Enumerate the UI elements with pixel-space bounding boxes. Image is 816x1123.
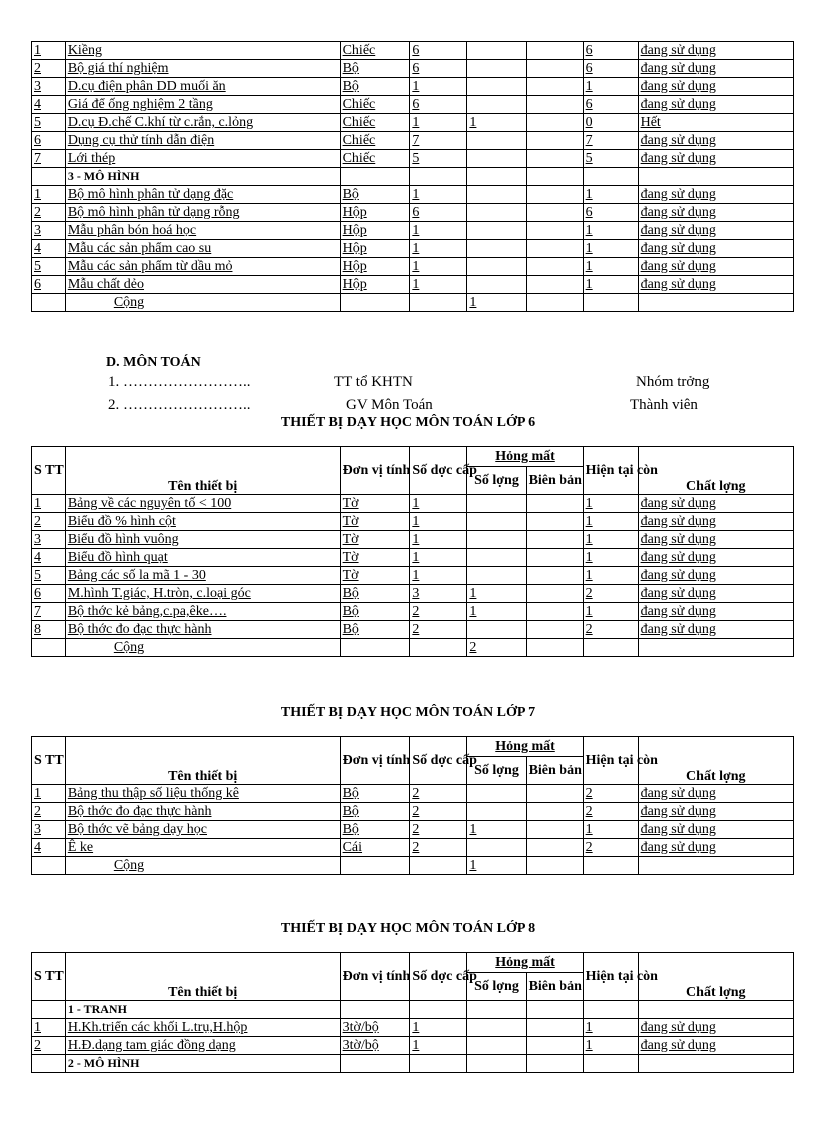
cell-remain: 1 — [583, 567, 638, 585]
cell-qty — [467, 132, 526, 150]
cell-unit: Bộ — [340, 60, 410, 78]
header-received: Số dợc cấp — [410, 447, 467, 495]
cell-stt: 1 — [32, 42, 66, 60]
cell-received: 6 — [410, 204, 467, 222]
cell-quality: đang sử dụng — [638, 240, 793, 258]
cell-qty — [467, 96, 526, 114]
cell-received: 2 — [410, 821, 467, 839]
table-row — [32, 785, 794, 803]
table-row — [32, 150, 794, 168]
table-grade-7 — [31, 736, 794, 875]
cell-stt: 5 — [32, 114, 66, 132]
cell-qty — [467, 240, 526, 258]
cell-received: 1 — [410, 1037, 467, 1055]
cell-name: Giá để ống nghiệm 2 tầng — [65, 96, 340, 114]
cell-remain: 6 — [583, 42, 638, 60]
cell-name: M.hình T.giác, H.tròn, c.loại góc — [65, 585, 340, 603]
cell-name: Biểu đồ % hình cột — [65, 513, 340, 531]
cell-remain: 1 — [583, 513, 638, 531]
cell-stt: 6 — [32, 132, 66, 150]
cell-received: 1 — [410, 567, 467, 585]
cell-received: 1 — [410, 531, 467, 549]
header-quality: Chất lợng — [638, 447, 793, 495]
cell-remain: 1 — [583, 186, 638, 204]
cell-remain: 1 — [583, 222, 638, 240]
cell-record — [526, 495, 583, 513]
cell-qty — [467, 839, 526, 857]
cell-quality: đang sử dụng — [638, 1037, 793, 1055]
cell-unit: Hộp — [340, 240, 410, 258]
cell-name: Bảng các số la mã 1 - 30 — [65, 567, 340, 585]
header-record: Biên bản — [526, 467, 583, 495]
cell-quality: đang sử dụng — [638, 1019, 793, 1037]
cell-stt: 4 — [32, 96, 66, 114]
cell-quality: đang sử dụng — [638, 258, 793, 276]
cell-qty — [467, 1019, 526, 1037]
section-heading: D. MÔN TOÁN — [106, 355, 201, 370]
header-name: Tên thiết bị — [65, 737, 340, 785]
header-quality: Chất lợng — [638, 953, 793, 1001]
cell-qty — [467, 150, 526, 168]
cell-stt: 4 — [32, 240, 66, 258]
cell-unit: Bộ — [340, 585, 410, 603]
cell-qty — [467, 222, 526, 240]
cell-stt: 3 — [32, 222, 66, 240]
cell-unit: Bộ — [340, 821, 410, 839]
cell-remain: 2 — [583, 839, 638, 857]
section-label: 1 - TRANH — [65, 1001, 340, 1019]
cell-received: 2 — [410, 603, 467, 621]
cell-received: 2 — [410, 803, 467, 821]
cell-record — [526, 803, 583, 821]
cell-unit: Cái — [340, 839, 410, 857]
cell-unit: Bộ — [340, 78, 410, 96]
header-stt: S TT — [32, 447, 66, 495]
total-qty: 2 — [467, 639, 526, 657]
cell-received: 1 — [410, 1019, 467, 1037]
cell-unit: Hộp — [340, 204, 410, 222]
cell-qty — [467, 42, 526, 60]
cell-quality: đang sử dụng — [638, 821, 793, 839]
cell-stt: 2 — [32, 803, 66, 821]
cell-name: Mẫu các sản phẩm cao su — [65, 240, 340, 258]
section-label: 3 - MÔ HÌNH — [65, 168, 340, 186]
cell-remain: 1 — [583, 240, 638, 258]
cell-record — [526, 114, 583, 132]
cell-remain: 1 — [583, 603, 638, 621]
cell-record — [526, 567, 583, 585]
cell-remain: 1 — [583, 549, 638, 567]
cell-record — [526, 839, 583, 857]
cell-unit: 3tờ/bộ — [340, 1037, 410, 1055]
cell-stt: 4 — [32, 549, 66, 567]
signer-2: 2. …………………….. — [108, 397, 251, 413]
table6-title: THIẾT BỊ DẠY HỌC MÔN TOÁN LỚP 6 — [280, 415, 536, 430]
cell-received: 1 — [410, 549, 467, 567]
cell-qty — [467, 276, 526, 294]
header-stt: S TT — [32, 953, 66, 1001]
header-quality: Chất lợng — [638, 737, 793, 785]
cell-unit: Bộ — [340, 621, 410, 639]
cell-stt: 1 — [32, 785, 66, 803]
cell-received: 7 — [410, 132, 467, 150]
cell-record — [526, 150, 583, 168]
total-row — [32, 639, 794, 657]
cell-qty — [467, 513, 526, 531]
cell-quality: đang sử dụng — [638, 78, 793, 96]
cell-stt: 3 — [32, 821, 66, 839]
cell-quality: đang sử dụng — [638, 603, 793, 621]
cell-received: 1 — [410, 276, 467, 294]
cell-unit: Hộp — [340, 222, 410, 240]
table8-title: THIẾT BỊ DẠY HỌC MÔN TOÁN LỚP 8 — [280, 921, 536, 936]
cell-qty — [467, 531, 526, 549]
cell-received: 1 — [410, 78, 467, 96]
header-qty: Số lợng — [467, 973, 526, 1001]
total-row — [32, 857, 794, 875]
cell-remain: 1 — [583, 1037, 638, 1055]
cell-quality: đang sử dụng — [638, 60, 793, 78]
cell-stt: 4 — [32, 839, 66, 857]
cell-unit: Hộp — [340, 276, 410, 294]
signer-2-role: GV Môn Toán — [346, 397, 433, 413]
cell-name: D.cụ Đ.chế C.khí từ c.rắn, c.lỏng — [65, 114, 340, 132]
cell-name: Ê ke — [65, 839, 340, 857]
cell-received: 1 — [410, 240, 467, 258]
section-row — [32, 1055, 794, 1073]
header-received: Số dợc cấp — [410, 953, 467, 1001]
cell-record — [526, 549, 583, 567]
cell-unit: Chiếc — [340, 150, 410, 168]
table-row — [32, 513, 794, 531]
table-row — [32, 186, 794, 204]
cell-remain: 5 — [583, 150, 638, 168]
cell-qty: 1 — [467, 585, 526, 603]
cell-record — [526, 60, 583, 78]
cell-remain: 1 — [583, 1019, 638, 1037]
header-damaged: Hỏng mất — [467, 953, 583, 973]
cell-remain: 6 — [583, 60, 638, 78]
header-name: Tên thiết bị — [65, 953, 340, 1001]
cell-record — [526, 42, 583, 60]
cell-record — [526, 276, 583, 294]
cell-remain: 2 — [583, 803, 638, 821]
cell-quality: đang sử dụng — [638, 803, 793, 821]
header-stt: S TT — [32, 737, 66, 785]
cell-quality: đang sử dụng — [638, 204, 793, 222]
signer-1-title: Nhóm trởng — [636, 374, 710, 390]
cell-qty: 1 — [467, 603, 526, 621]
header-damaged: Hỏng mất — [467, 737, 583, 757]
cell-record — [526, 78, 583, 96]
cell-unit: 3tờ/bộ — [340, 1019, 410, 1037]
table-grade-6 — [31, 446, 794, 657]
cell-record — [526, 240, 583, 258]
cell-received: 1 — [410, 114, 467, 132]
cell-unit: Chiếc — [340, 132, 410, 150]
cell-stt: 3 — [32, 531, 66, 549]
cell-unit: Bộ — [340, 785, 410, 803]
equipment-table-top — [31, 41, 794, 312]
cell-unit: Bộ — [340, 186, 410, 204]
cell-remain: 6 — [583, 204, 638, 222]
table-row — [32, 585, 794, 603]
cell-record — [526, 186, 583, 204]
table-row — [32, 132, 794, 150]
cell-quality: đang sử dụng — [638, 621, 793, 639]
cell-received: 3 — [410, 585, 467, 603]
cell-unit: Chiếc — [340, 114, 410, 132]
table-row — [32, 531, 794, 549]
cell-record — [526, 1037, 583, 1055]
cell-name: Biểu đồ hình vuông — [65, 531, 340, 549]
cell-name: Bộ thớc đo đạc thực hành — [65, 803, 340, 821]
cell-record — [526, 513, 583, 531]
cell-received: 6 — [410, 96, 467, 114]
cell-name: Bộ thớc đo đạc thực hành — [65, 621, 340, 639]
cell-quality: đang sử dụng — [638, 222, 793, 240]
table7-title: THIẾT BỊ DẠY HỌC MÔN TOÁN LỚP 7 — [280, 705, 536, 720]
table-row — [32, 276, 794, 294]
signer-2-title: Thành viên — [630, 397, 698, 413]
cell-unit: Bộ — [340, 803, 410, 821]
cell-quality: đang sử dụng — [638, 585, 793, 603]
cell-name: Lới thép — [65, 150, 340, 168]
cell-remain: 1 — [583, 821, 638, 839]
cell-qty — [467, 803, 526, 821]
cell-stt: 1 — [32, 1019, 66, 1037]
cell-stt: 2 — [32, 60, 66, 78]
cell-quality: đang sử dụng — [638, 186, 793, 204]
cell-quality: đang sử dụng — [638, 839, 793, 857]
cell-qty — [467, 204, 526, 222]
cell-record — [526, 258, 583, 276]
cell-quality: đang sử dụng — [638, 513, 793, 531]
cell-stt: 8 — [32, 621, 66, 639]
header-qty: Số lợng — [467, 757, 526, 785]
table-row — [32, 1037, 794, 1055]
cell-qty — [467, 621, 526, 639]
cell-name: Bảng thu thập số liệu thống kê — [65, 785, 340, 803]
cell-qty: 1 — [467, 114, 526, 132]
cell-remain: 1 — [583, 531, 638, 549]
cell-name: Bộ mô hình phân tử dạng đặc — [65, 186, 340, 204]
table-row — [32, 495, 794, 513]
cell-stt: 1 — [32, 495, 66, 513]
table-row — [32, 240, 794, 258]
cell-name: Mẫu các sản phẩm từ dầu mỏ — [65, 258, 340, 276]
table-row — [32, 96, 794, 114]
cell-qty — [467, 78, 526, 96]
header-name: Tên thiết bị — [65, 447, 340, 495]
cell-stt: 2 — [32, 204, 66, 222]
cell-name: Bộ giá thí nghiệm — [65, 60, 340, 78]
header-damaged: Hỏng mất — [467, 447, 583, 467]
table-row — [32, 839, 794, 857]
cell-received: 1 — [410, 258, 467, 276]
table-row — [32, 42, 794, 60]
cell-name: Bảng về các nguyên tố < 100 — [65, 495, 340, 513]
cell-quality: đang sử dụng — [638, 531, 793, 549]
cell-name: Mẫu chất dẻo — [65, 276, 340, 294]
table-row — [32, 821, 794, 839]
cell-qty — [467, 1037, 526, 1055]
cell-remain: 1 — [583, 78, 638, 96]
cell-quality: đang sử dụng — [638, 549, 793, 567]
cell-unit: Chiếc — [340, 42, 410, 60]
header-qty: Số lợng — [467, 467, 526, 495]
header-unit: Đơn vị tính — [340, 737, 410, 785]
cell-unit: Chiếc — [340, 96, 410, 114]
cell-quality: Hết — [638, 114, 793, 132]
section-row — [32, 1001, 794, 1019]
cell-record — [526, 531, 583, 549]
cell-stt: 6 — [32, 585, 66, 603]
cell-quality: đang sử dụng — [638, 495, 793, 513]
cell-name: D.cụ điện phân DD muối ăn — [65, 78, 340, 96]
total-label: Cộng — [65, 294, 340, 312]
cell-remain: 2 — [583, 621, 638, 639]
cell-qty — [467, 549, 526, 567]
cell-stt: 7 — [32, 150, 66, 168]
cell-remain: 7 — [583, 132, 638, 150]
cell-name: H.Đ.dạng tam giác đồng dạng — [65, 1037, 340, 1055]
table-row — [32, 78, 794, 96]
header-received: Số dợc cấp — [410, 737, 467, 785]
cell-received: 1 — [410, 222, 467, 240]
cell-qty — [467, 258, 526, 276]
cell-received: 1 — [410, 513, 467, 531]
total-label: Cộng — [65, 639, 340, 657]
cell-name: Biểu đồ hình quạt — [65, 549, 340, 567]
cell-name: Bộ thớc kẻ bảng,c.pa,êke…. — [65, 603, 340, 621]
cell-remain: 6 — [583, 96, 638, 114]
cell-received: 1 — [410, 495, 467, 513]
cell-unit: Tờ — [340, 567, 410, 585]
cell-unit: Tờ — [340, 513, 410, 531]
cell-record — [526, 222, 583, 240]
cell-unit: Tờ — [340, 549, 410, 567]
cell-qty — [467, 186, 526, 204]
total-label: Cộng — [65, 857, 340, 875]
table-row — [32, 1019, 794, 1037]
cell-received: 2 — [410, 621, 467, 639]
cell-record — [526, 603, 583, 621]
cell-stt: 5 — [32, 567, 66, 585]
total-qty: 1 — [467, 294, 526, 312]
cell-unit: Bộ — [340, 603, 410, 621]
cell-quality: đang sử dụng — [638, 150, 793, 168]
cell-unit: Tờ — [340, 495, 410, 513]
table-row — [32, 258, 794, 276]
table-row — [32, 603, 794, 621]
table-grade-8 — [31, 952, 794, 1073]
table-row — [32, 621, 794, 639]
cell-qty — [467, 785, 526, 803]
cell-qty: 1 — [467, 821, 526, 839]
cell-received: 6 — [410, 42, 467, 60]
total-row — [32, 294, 794, 312]
signer-1: 1. …………………….. — [108, 374, 251, 390]
cell-stt: 3 — [32, 78, 66, 96]
header-remain: Hiện tại còn — [583, 737, 638, 785]
cell-unit: Tờ — [340, 531, 410, 549]
header-unit: Đơn vị tính — [340, 447, 410, 495]
cell-quality: đang sử dụng — [638, 132, 793, 150]
header-record: Biên bản — [526, 757, 583, 785]
header-record: Biên bản — [526, 973, 583, 1001]
table-row — [32, 60, 794, 78]
table-row — [32, 549, 794, 567]
cell-record — [526, 585, 583, 603]
table-row — [32, 114, 794, 132]
table-row — [32, 204, 794, 222]
cell-stt: 7 — [32, 603, 66, 621]
cell-quality: đang sử dụng — [638, 567, 793, 585]
cell-name: Bộ thớc vẽ bảng dạy học — [65, 821, 340, 839]
header-remain: Hiện tại còn — [583, 447, 638, 495]
cell-quality: đang sử dụng — [638, 785, 793, 803]
cell-record — [526, 621, 583, 639]
table-row — [32, 567, 794, 585]
cell-quality: đang sử dụng — [638, 42, 793, 60]
cell-stt: 2 — [32, 513, 66, 531]
cell-record — [526, 96, 583, 114]
section-row — [32, 168, 794, 186]
cell-received: 5 — [410, 150, 467, 168]
cell-name: Dụng cụ thử tính dẫn điện — [65, 132, 340, 150]
cell-name: H.Kh.triển các khối L.trụ,H.hộp — [65, 1019, 340, 1037]
cell-name: Bộ mô hình phân tử dạng rỗng — [65, 204, 340, 222]
table-row — [32, 803, 794, 821]
cell-quality: đang sử dụng — [638, 276, 793, 294]
cell-qty — [467, 60, 526, 78]
cell-received: 2 — [410, 839, 467, 857]
cell-qty — [467, 495, 526, 513]
cell-remain: 2 — [583, 585, 638, 603]
total-qty: 1 — [467, 857, 526, 875]
cell-stt: 2 — [32, 1037, 66, 1055]
cell-name: Kiềng — [65, 42, 340, 60]
cell-record — [526, 821, 583, 839]
cell-stt: 6 — [32, 276, 66, 294]
header-unit: Đơn vị tính — [340, 953, 410, 1001]
cell-remain: 1 — [583, 258, 638, 276]
cell-stt: 5 — [32, 258, 66, 276]
table-row — [32, 222, 794, 240]
cell-received: 6 — [410, 60, 467, 78]
cell-unit: Hộp — [340, 258, 410, 276]
cell-name: Mẫu phân bón hoá học — [65, 222, 340, 240]
header-remain: Hiện tại còn — [583, 953, 638, 1001]
cell-quality: đang sử dụng — [638, 96, 793, 114]
cell-remain: 0 — [583, 114, 638, 132]
cell-record — [526, 204, 583, 222]
section-label: 2 - MÔ HÌNH — [65, 1055, 340, 1073]
cell-qty — [467, 567, 526, 585]
cell-received: 2 — [410, 785, 467, 803]
cell-remain: 1 — [583, 276, 638, 294]
cell-remain: 1 — [583, 495, 638, 513]
cell-record — [526, 1019, 583, 1037]
cell-record — [526, 132, 583, 150]
cell-record — [526, 785, 583, 803]
cell-received: 1 — [410, 186, 467, 204]
cell-remain: 2 — [583, 785, 638, 803]
signer-1-role: TT tổ KHTN — [334, 374, 413, 390]
cell-stt: 1 — [32, 186, 66, 204]
